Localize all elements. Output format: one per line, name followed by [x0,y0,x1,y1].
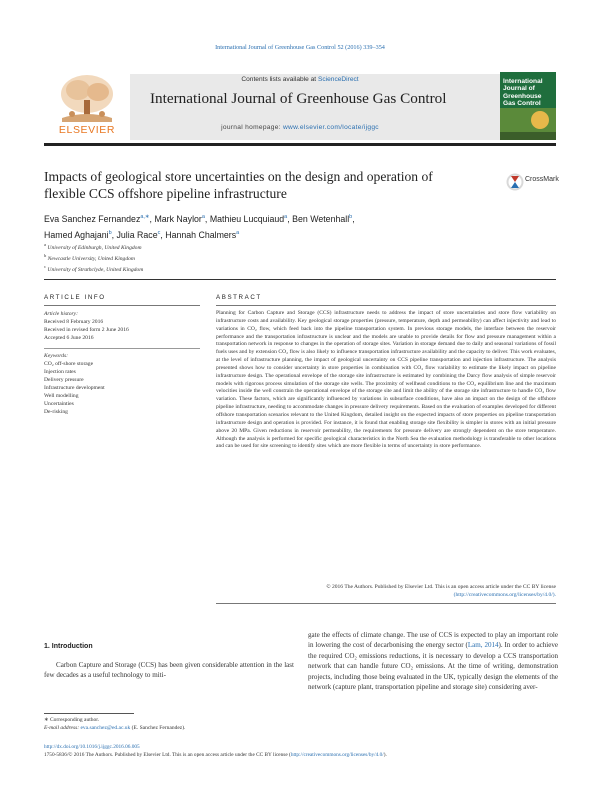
keyword-item: Well modelling [44,393,79,399]
affiliation-item: $^b$ Newcastle University, United Kingdom [44,252,135,262]
author-affiliation-mark[interactable]: b [349,214,353,220]
keywords-label: Keywords: [44,353,69,359]
keyword-item: De-risking [44,409,68,415]
crossmark-icon [505,172,525,192]
author-name[interactable]: Eva Sanchez Fernandez [44,213,141,224]
introduction-paragraph-left: Carbon Capture and Storage (CCS) has been given considerable attention in the last few decades as a useful technology to miti- [44,661,294,680]
affiliation-item: $^a$ University of Edinburgh, United Kingdom [44,242,142,251]
abstract-rule [216,305,556,306]
author-affiliation-mark[interactable]: c [157,229,161,236]
history-item: Received in revised form 2 June 2016 [44,327,129,333]
corresponding-author-label: ∗ Corresponding author. [44,717,100,723]
affiliation-item: $^c$ University of Strathclyde, United Kingdom [44,263,144,273]
homepage-prefix: journal homepage: [221,124,283,131]
author-name[interactable]: Mark Naylor [154,213,202,224]
keyword-item: Delivery pressure [44,377,84,383]
introduction-heading: 1. Introduction [44,643,93,650]
author-list: Eva Sanchez Fernandez$^{a,∗}$, Mark Naylor$^a$, Mathieu Lucquiaud$^a$, Ben Wetenhall$^b$, Hamed Aghajani$^b$, Julia Race$^c$, Hannah Chalmers$^a$ [44,213,355,240]
cover-title: International Journal of Greenhouse Gas Control [503,78,543,107]
keyword-item: Uncertainties [44,401,74,407]
copyright-text: © 2016 The Authors. Published by Elsevier Ltd. This is an open access article under the CC BY license [326,584,556,590]
author-affiliation-mark[interactable]: a [284,214,288,220]
article-title: Impacts of geological store uncertainties on the design and operation of flexible CCS offshore pipeline infrastructure [44,169,433,201]
author-name[interactable]: Julia Race [116,229,158,240]
abstract-end-rule [216,603,556,604]
journal-title: International Journal of Greenhouse Gas Control [150,90,447,107]
author-affiliation-mark[interactable]: a [201,214,205,220]
article-info-heading: ARTICLE INFO [44,294,106,301]
license-link[interactable]: (http://creativecommons.org/licenses/by/4.0/). [453,591,556,598]
crossmark-label: CrossMark [525,176,559,183]
article-info-rule [44,305,200,306]
abstract-copyright [216,584,556,600]
affiliation-list [44,241,444,274]
history-label: Article history: [44,311,79,317]
issn-license-line: 1750-5836/© 2016 The Authors. Published by Elsevier Ltd. This is an open access article under the CC BY license (http://creativecommons.org/licenses/by/4.0/). [44,752,387,758]
sciencedirect-link[interactable]: ScienceDirect [317,76,359,83]
journal-reference[interactable]: International Journal of Greenhouse Gas Control 52 (2016) 339–354 [215,44,385,51]
keyword-item: Infrastructure development [44,385,105,391]
abstract-heading: ABSTRACT [216,294,262,301]
author-affiliation-mark[interactable]: a,∗ [140,214,150,220]
author-affiliation-mark[interactable]: b [108,229,112,236]
footnote-rule [44,713,134,714]
email-label: E-mail address: [44,725,81,731]
email-link[interactable]: eva.sanchez@ed.ac.uk [80,725,131,731]
history-item: Accepted 6 June 2016 [44,335,94,341]
author-name[interactable]: Hamed Aghajani [44,229,109,240]
corresponding-author-footnote: ∗ Corresponding author. E-mail address: eva.sanchez@ed.ac.uk (E. Sanchez Fernandez). [44,716,304,732]
keywords-list [44,352,200,416]
citation-link[interactable]: Lam, 2014 [467,641,499,650]
history-item: Received 8 February 2016 [44,319,104,325]
doi-link[interactable]: http://dx.doi.org/10.1016/j.ijggc.2016.06.005 [44,744,140,750]
author-name[interactable]: Mathieu Lucquiaud [209,213,285,224]
elsevier-wordmark: ELSEVIER [58,124,116,136]
author-name[interactable]: Hannah Chalmers [165,229,237,240]
homepage-link[interactable]: www.elsevier.com/locate/ijggc [282,124,379,131]
header-rule [44,143,556,146]
keyword-item: CO₂ off-shore storage [44,361,94,367]
article-history [44,310,200,342]
author-name[interactable]: Ben Wetenhall [292,213,350,224]
keyword-item: Injection rates [44,369,76,375]
section-divider [44,279,556,280]
author-affiliation-mark[interactable]: a [236,229,240,236]
contents-prefix: Contents lists available at [241,76,318,83]
abstract-body: Planning for Carbon Capture and Storage (CCS) infrastructure needs to address the impact of store uncertainties and store flow variability on infrastructure costs and availability. Key geological storage properties (pressure, temperature, depth and permeability) can affect injectivity and lead to variations in CO₂ flow, which feed back into the pipeline transportation system. In previous storage models, the interface between the reservoir performance and the transportation infrastructure is unclear and the models are unable to provide details for flow and pressure management within a transportation network in response to changes in the operation of storage sites. Variation in storage demand due to daily and seasonal variations of fossil fuels uses and by extension CO₂ flow is also likely to influence transportation infrastructure availability and the capacity to deliver. This work evaluates, at the level of infrastructure planning, the impact of geological uncertainty on CCS pipeline transportation and injection infrastructure. The analysis presented shows how to consider uncertainty in store properties in combination with CO₂ flow variability to estimate the likely impact on pipeline infrastructure design. The operational envelope of the storage site infrastructure is estimated by combining the Darcy flow analysis of simple reservoir models with rigorous process simulation of the storage site wells. The proximity of wellhead conditions to the CO₂ equilibrium line and the maximum velocities inside the well constrain the operational envelope of the storage site and limit the ability of the storage site infrastructure to handle CO₂ flow variation. These factors, which are significantly influenced by variations in subsurface conditions, have also an impact on the design of the offshore pipeline infrastructure, needing to accommodate changes in pressure delivery requirements. Based on the evaluation of examples developed for different offshore transportation scenarios relevant to the United Kingdom, detailed insight on the expected impacts of store properties on pipeline transportation infrastructure design and operation is provided. For instance, it is found that enabling storage site flexibility is simpler in stores with an initial pressure above 20 MPa. Given reductions in reservoir permeability, the requirements for pressure delivery are strongly dependent on the store temperature. Although the analysis is performed for specific geological characteristics in the North Sea the evaluation methodology is transferable to other locations and can be used for site screening to identify sites which are more flexible in terms of uncertainty in store performance. [216,310,556,450]
introduction-paragraph-right: gate the effects of climate change. The use of CCS is expected to play an important role in lowering the cost of decarbonising the energy sector (Lam, 2014). In order to achieve the required CO₂ emissions reductions, it is necessary to develop a CCS transportation network that can handle future CO₂ emissions. At the time of writing, demonstration projects, including those being evaluated in the UK, typically design the elements of the network (capture plant, transportation pipeline and storage site) considering aver- [308,631,559,692]
footer-license-link[interactable]: http://creativecommons.org/licenses/by/4.0/ [290,752,384,758]
keywords-rule [44,348,200,349]
